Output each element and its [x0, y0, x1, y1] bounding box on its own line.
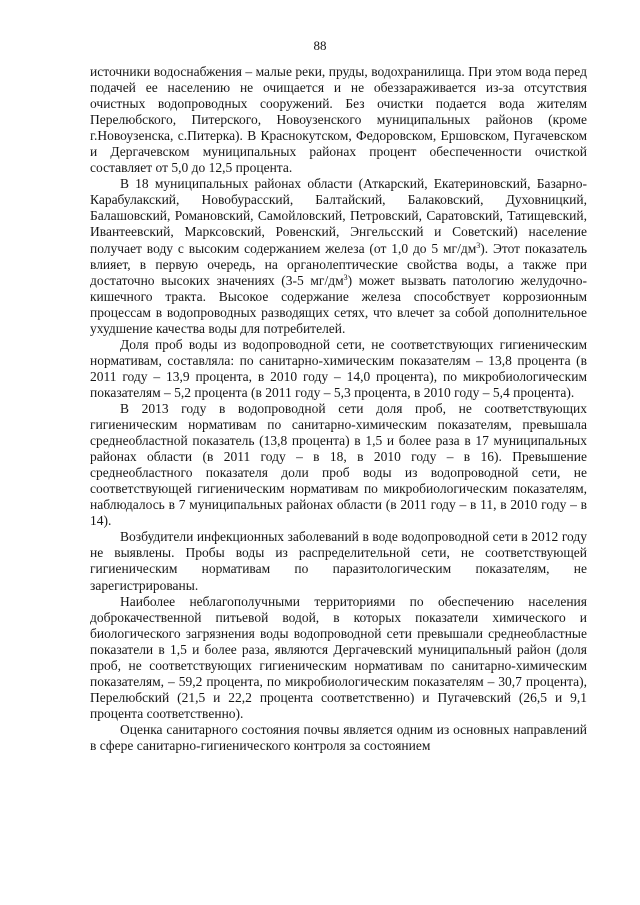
- paragraph-text: Наиболее неблагополучными территориями по обеспечению населения доброкачественной питьевой водой, в которых показатели химического и биологического загрязнения воды водопроводной сети превышали среднеобластные показатели в 1,5 и более раза, являются Дергачевский муниципальный район (доля проб, не соответствующих гигиеническим нормативам по санитарно-химическим показателям, – 59,2 процента, по микробиологическим показателям – 30,7 процента), Перелюбский (21,5 и 22,2 процента соответственно) и Пугачевский (26,5 и 9,1 процента соответственно).: [90, 593, 587, 721]
- paragraph-water-sources: [90, 64, 587, 176]
- page-number: 88: [313, 38, 327, 53]
- paragraph-soil-assessment: [90, 722, 587, 754]
- superscript-exponent: 3: [476, 240, 481, 250]
- paragraph-text: Доля проб воды из водопроводной сети, не соответствующих гигиеническим нормативам, составляла: по санитарно-химическим показателям – 13,8 процента (в 2011 году – 13,9 процента, в 2010 году – 14,0 процента), по микробиологическим показателям – 5,2 процента (в 2011 году – 5,3 процента, в 2010 году – 5,4 процента).: [90, 336, 587, 400]
- paragraph-sample-share: [90, 337, 587, 401]
- paragraph-text: В 18 муниципальных районах области (Аткарский, Екатериновский, Базарно-Карабулакский, Новобурасский, Балтайский, Балаковский, Духовницкий, Балашовский, Романовский, Самойловский, Петровский, Саратовский, Татищевский, Ивантеевский, Марксовский, Ровенский, Энгельсский и Советский) население получает воду с высоким содержанием железа (от 1,0 до 5 мг/дм: [90, 176, 587, 256]
- paragraph-worst-territories: [90, 594, 587, 722]
- paragraph-text: В 2013 году в водопроводной сети доля проб, не соответствующих гигиеническим нормативам по санитарно-химическим показателям, превышала среднеобластной показатель (13,8 процента) в 1,5 и более раза в 17 муниципальных районах области (в 2011 году – в 18, в 2010 году – в 16). Превышение среднеобластного показателя доли проб воды из водопроводной сети, не соответствующей гигиеническим нормативам по микробиологическим показателям, наблюдалось в 7 муниципальных районах области (в 2011 году – в 11, в 2010 году – в 14).: [90, 400, 587, 529]
- superscript-exponent: 3: [343, 272, 348, 282]
- paragraph-pathogens: [90, 529, 587, 593]
- paragraph-text: ). Этот показатель влияет, в первую очередь, на органолептические свойства воды, а также при достаточно высоких значениях (3-5 мг/дм: [90, 240, 587, 288]
- paragraph-2013-exceedance: [90, 401, 587, 529]
- document-body: [90, 64, 587, 754]
- paragraph-text: Оценка санитарного состояния почвы является одним из основных направлений в сфере санитарно-гигиенического контроля за состоянием: [90, 721, 587, 753]
- paragraph-text: ) может вызвать патологию желудочно-кишечного тракта. Высокое содержание железа способствует коррозионным процессам в водопроводных разводящих сетях, что влечет за собой дополнительное ухудшение качества воды для потребителей.: [90, 272, 587, 336]
- paragraph-text: источники водоснабжения – малые реки, пруды, водохранилища. При этом вода перед подачей ее населению не очищается и не обеззараживается из-за отсутствия очистных водопроводных сооружений. Без очистки подается вода жителям Перелюбского, Питерского, Новоузенского муниципальных районов (кроме г.Новоузенска, с.Питерка). В Краснокутском, Федоровском, Ершовском, Пугачевском и Дергачевском муниципальных районах процент обеспеченности очисткой составляет от 5,0 до 12,5 процента.: [90, 64, 587, 176]
- paragraph-iron-content: [90, 176, 587, 336]
- paragraph-text: Возбудители инфекционных заболеваний в воде водопроводной сети в 2012 году не выявлены. Пробы воды из распределительной сети, не соответствующей гигиеническим нормативам по паразитологическим показателям, не зарегистрированы.: [90, 529, 587, 593]
